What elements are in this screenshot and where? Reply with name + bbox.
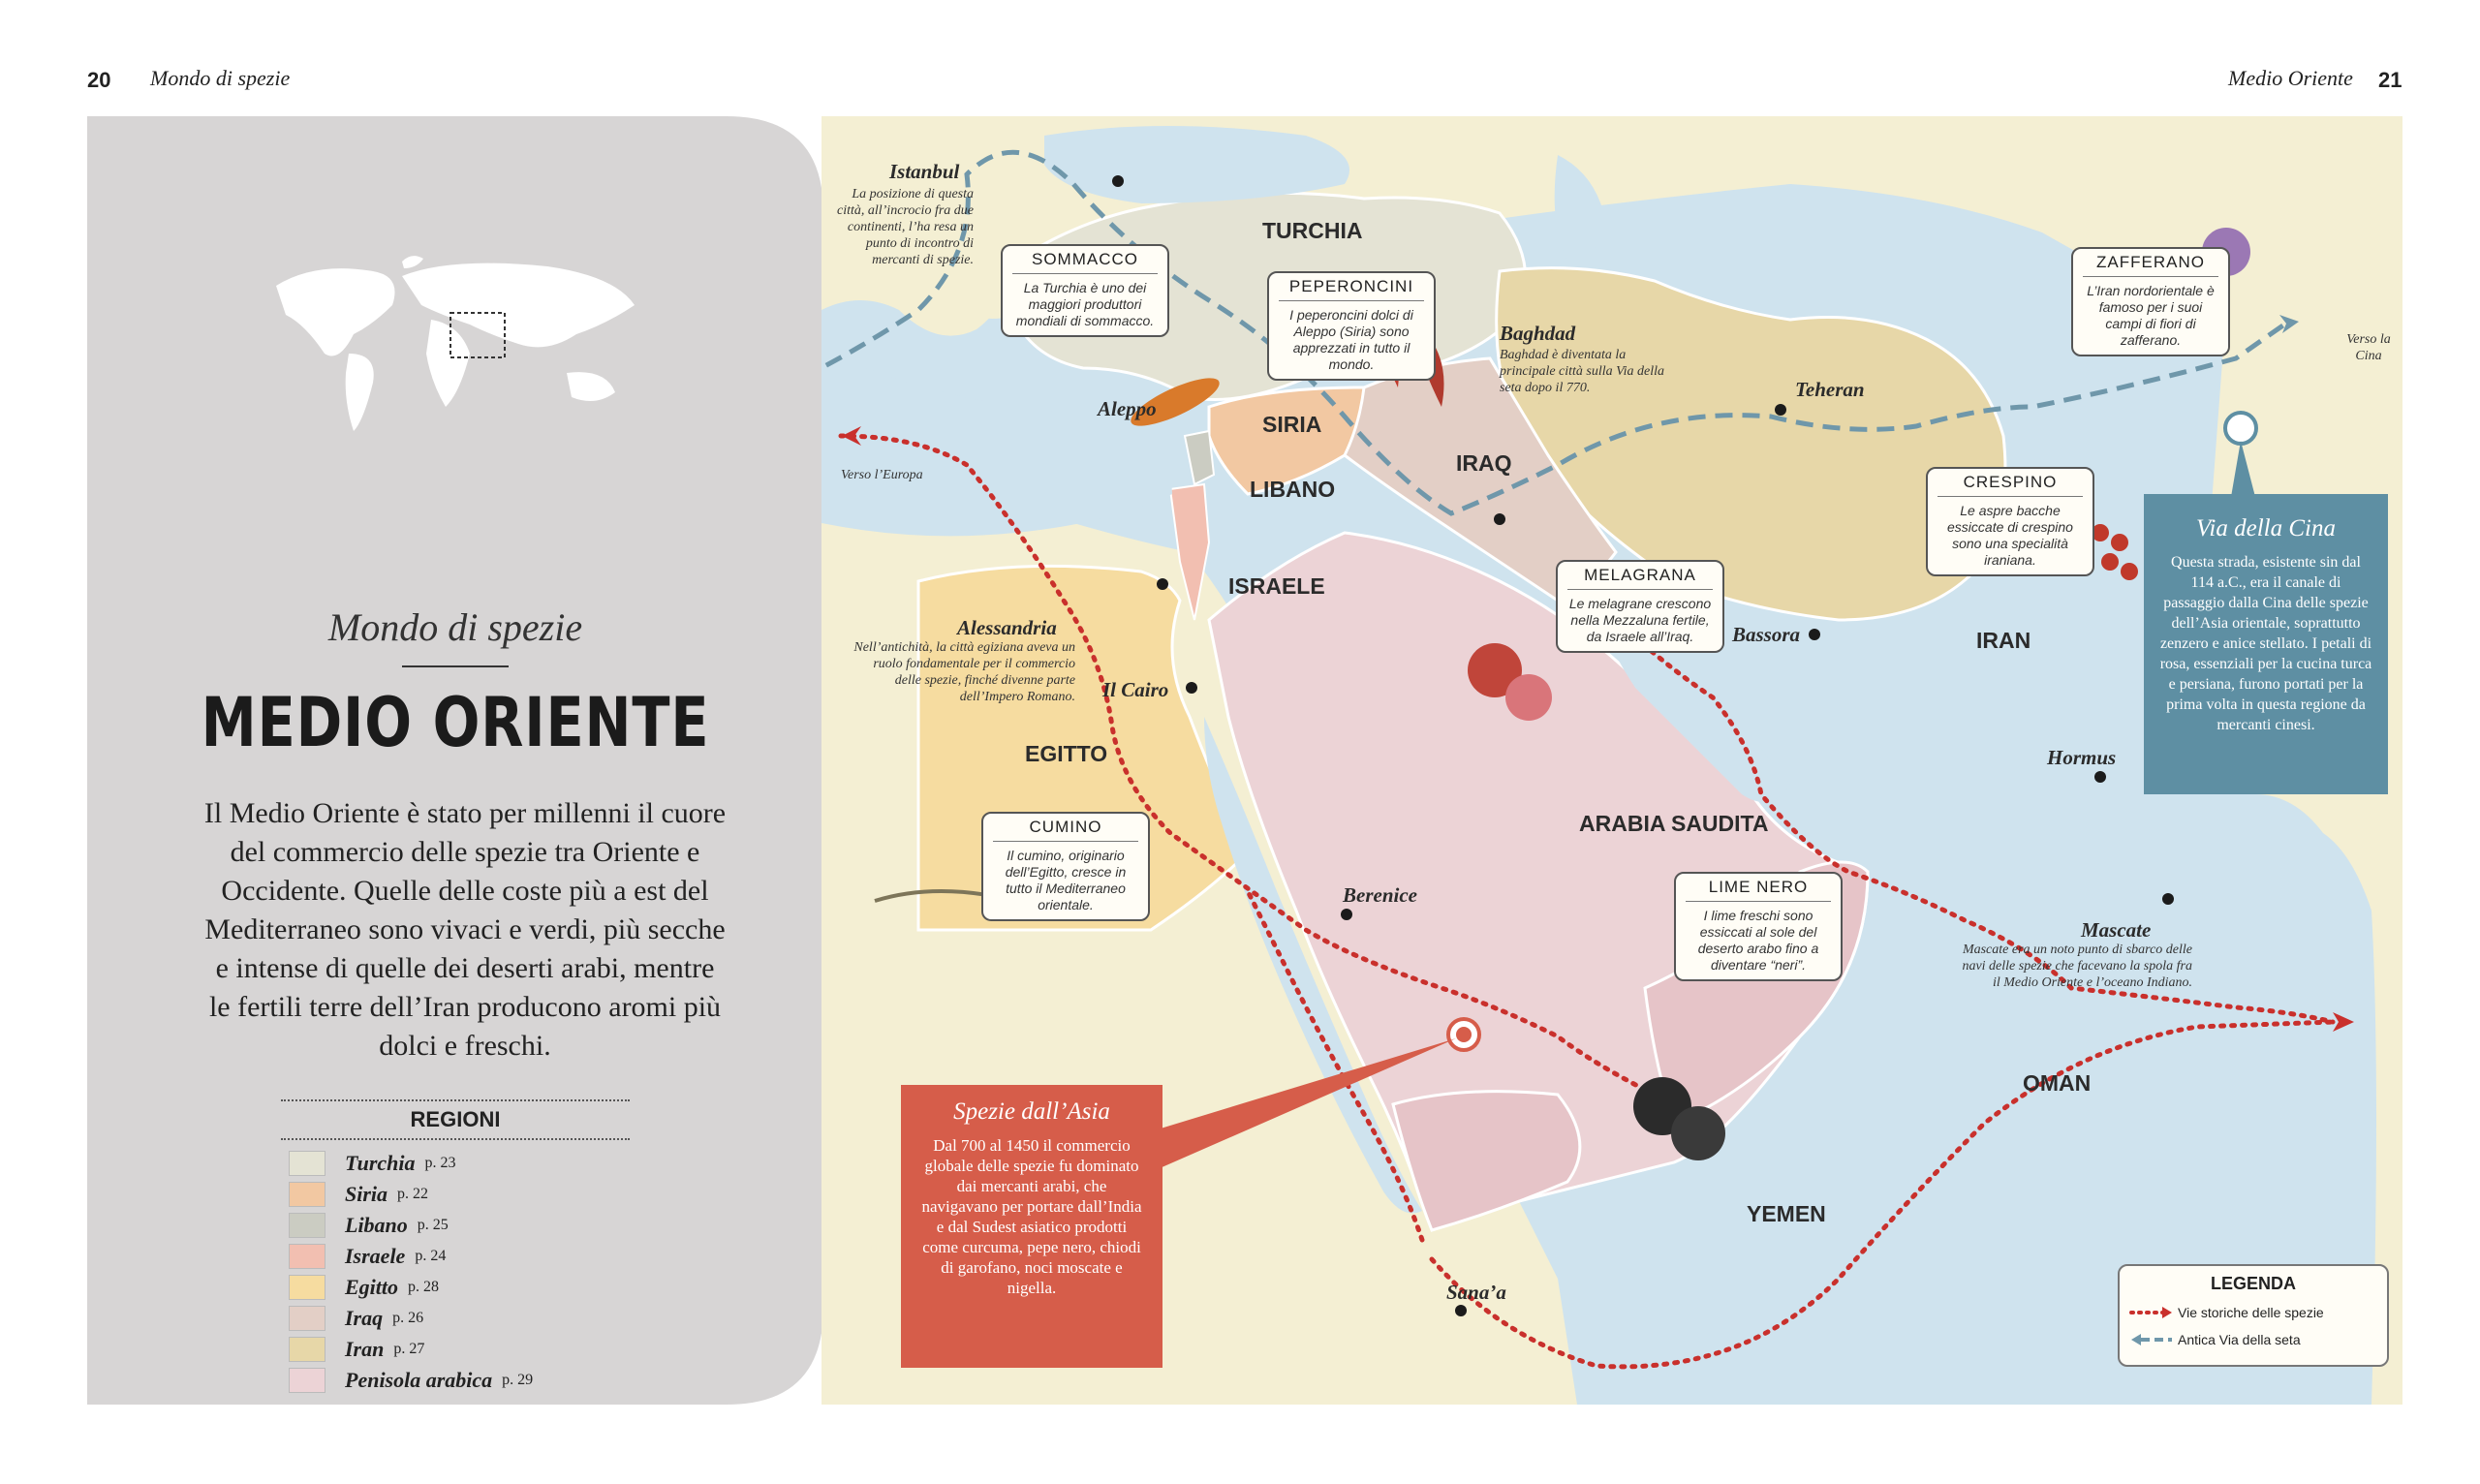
note-mascate: Mascate era un noto punto di sbarco delle navi delle spezie che facevano la spola fra il Medio Oriente e l’oceano Indiano.	[1962, 943, 2192, 990]
callout-zafferano-title: ZAFFERANO	[2083, 249, 2218, 277]
callout-crespino-title: CRESPINO	[1938, 469, 2083, 497]
region-page: p. 24	[415, 1248, 447, 1264]
via-della-cina-box	[2144, 494, 2388, 794]
city-berenice: Berenice	[1343, 883, 1417, 907]
region-name: Egitto	[345, 1275, 399, 1299]
region-page: p. 26	[392, 1310, 424, 1326]
label-turchia: TURCHIA	[1262, 218, 1363, 243]
label-iraq: IRAQ	[1456, 450, 1512, 476]
city-sanaa: Sana’a	[1446, 1281, 1506, 1304]
regions-title: REGIONI	[281, 1099, 630, 1140]
city-alessandria: Alessandria	[957, 616, 1057, 639]
note-alessandria: Nell’antichità, la città egiziana aveva un ruolo fondamentale per il commercio delle spezie, finché divenne parte dell’Impero Romano.	[853, 640, 1075, 704]
region-page: p. 28	[408, 1279, 440, 1295]
region-swatch	[289, 1151, 326, 1176]
callout-lime-body: I lime freschi sono essiccati al sole del deserto arabo fino a diventare “neri”.	[1697, 908, 1819, 973]
city-cairo: Il Cairo	[1102, 678, 1169, 701]
legend-route-symbols	[2129, 1303, 2174, 1351]
region-swatch	[289, 1213, 326, 1238]
map-legend	[2118, 1264, 2389, 1367]
spezie-box-title: Spezie dall’Asia	[953, 1098, 1110, 1125]
black-sea	[1044, 126, 1349, 203]
city-bassora: Bassora	[1732, 623, 1801, 646]
world-map-icon	[257, 247, 654, 441]
legend-silk-road: Antica Via della seta	[2178, 1332, 2301, 1347]
label-egitto: EGITTO	[1025, 741, 1108, 766]
region-name: Penisola arabica	[345, 1368, 493, 1392]
region-swatch	[289, 1337, 326, 1362]
callout-lime-nero	[1674, 872, 1843, 981]
city-istanbul: Istanbul	[889, 160, 960, 183]
callout-melagrana-body: Le melagrane crescono nella Mezzaluna fertile, da Israele all’Iraq.	[1568, 596, 1712, 644]
region-row	[281, 1179, 630, 1210]
region-row	[281, 1303, 630, 1334]
region-row	[281, 1148, 630, 1179]
left-panel	[87, 116, 823, 1405]
note-europa: Verso l’Europa	[841, 468, 923, 482]
callout-cumino-body: Il cumino, originario dell’Egitto, cresce in tutto il Mediterraneo orientale.	[1005, 848, 1127, 912]
callout-cumino-title: CUMINO	[993, 814, 1138, 842]
callout-crespino	[1926, 467, 2094, 576]
region-name: Libano	[345, 1213, 408, 1237]
left-running-title: Mondo di spezie	[150, 66, 291, 90]
region-swatch	[289, 1244, 326, 1269]
page-title: MEDIO ORIENTE	[201, 683, 710, 762]
note-baghdad: Baghdad è diventata la principale città sulla Via della seta dopo il 770.	[1500, 348, 1665, 395]
regions-legend	[281, 1099, 630, 1396]
label-libano: LIBANO	[1250, 477, 1336, 502]
legend-title: LEGENDA	[2210, 1274, 2296, 1293]
region-name: Iran	[345, 1337, 385, 1361]
callout-sommacco-body: La Turchia è uno dei maggiori produttori mondiali di sommacco.	[1015, 280, 1155, 328]
label-siria: SIRIA	[1262, 412, 1322, 437]
region-swatch	[289, 1182, 326, 1207]
via-box-body: Questa strada, esistente sin dal 114 a.C., era il canale di passaggio dalla Cina delle spezie dell’Asia orientale, soprattutto zenzero e anice stellato. I petali di rosa, essenziali per la cucina turca e persiana, furono portati per la prima volta in questa regione da mercanti cinesi.	[2159, 554, 2372, 733]
spezie-dall-asia-box	[901, 1085, 1162, 1368]
callout-zafferano	[2071, 247, 2230, 356]
label-yemen: YEMEN	[1747, 1201, 1826, 1226]
region-row	[281, 1272, 630, 1303]
title-divider	[402, 665, 509, 667]
callout-melagrana	[1556, 560, 1724, 653]
callout-peperoncini-body: I peperoncini dolci di Aleppo (Siria) sono apprezzati in tutto il mondo.	[1289, 307, 1413, 372]
region-name: Israele	[345, 1244, 406, 1268]
via-box-title: Via della Cina	[2196, 515, 2336, 541]
arrow-ocean	[2333, 1012, 2354, 1032]
region-swatch	[289, 1275, 326, 1300]
barberry-illustration	[2092, 524, 2138, 580]
callout-sommacco	[1001, 244, 1169, 337]
note-cina: Verso la Cina	[2346, 332, 2391, 363]
callout-melagrana-title: MELAGRANA	[1567, 562, 1713, 590]
lebanon-shape	[1185, 431, 1214, 484]
note-istanbul: La posizione di questa città, all’incrocio fra due continenti, l’ha resa un punto di incontro di mercanti di spezie.	[836, 187, 974, 267]
callout-cumino	[981, 812, 1150, 921]
city-teheran: Teheran	[1795, 378, 1865, 401]
label-arabia: ARABIA SAUDITA	[1579, 811, 1769, 836]
region-page: p. 25	[417, 1217, 449, 1233]
right-running-title: Medio Oriente	[2228, 66, 2353, 90]
callout-peperoncini-title: PEPERONCINI	[1279, 273, 1424, 301]
callout-sommacco-title: SOMMACCO	[1012, 246, 1158, 274]
city-aleppo: Aleppo	[1098, 397, 1157, 420]
callout-zafferano-body: L’Iran nordorientale è famoso per i suoi campi di fiori di zafferano.	[2087, 283, 2215, 348]
label-israele: ISRAELE	[1228, 573, 1325, 599]
region-row	[281, 1210, 630, 1241]
mediterranean	[822, 349, 1172, 536]
region-page: p. 29	[502, 1372, 534, 1388]
callout-peperoncini	[1267, 271, 1436, 381]
middle-east-map	[822, 116, 2402, 1405]
city-mascate: Mascate	[2081, 918, 2152, 942]
label-oman: OMAN	[2023, 1070, 2092, 1096]
panel-subtitle: Mondo di spezie	[327, 605, 583, 649]
region-row	[281, 1241, 630, 1272]
callout-lime-title: LIME NERO	[1686, 874, 1831, 902]
callout-crespino-body: Le aspre bacche essiccate di crespino sono una specialità iraniana.	[1947, 503, 2073, 568]
region-page: p. 22	[397, 1186, 429, 1202]
region-name: Siria	[345, 1182, 388, 1206]
region-row	[281, 1365, 630, 1396]
left-page-number: 20	[87, 68, 111, 92]
label-iran: IRAN	[1976, 628, 2031, 653]
intro-text: Il Medio Oriente è stato per millenni il cuore del commercio delle spezie tra Oriente e Occidente. Quelle delle coste più a est del Mediterraneo sono vivaci e verdi, più secche e intense di quelle dei deserti arabi, mentre le fertili terre dell’Iran producono aromi più dolci e freschi.	[203, 797, 727, 1062]
spezie-box-body: Dal 700 al 1450 il commercio globale delle spezie fu dominato dai mercanti arabi, che navigavano per portare dall’India e dal Sudest asiatico prodotti come curcuma, pepe nero, chiodi di garofano, noci moscate e nigella.	[921, 1136, 1142, 1297]
region-swatch	[289, 1368, 326, 1393]
region-swatch	[289, 1306, 326, 1331]
region-page: p. 27	[393, 1341, 425, 1357]
legend-spice-routes: Vie storiche delle spezie	[2178, 1305, 2324, 1320]
region-name: Iraq	[345, 1306, 384, 1330]
region-name: Turchia	[345, 1151, 416, 1175]
city-hormus: Hormus	[2047, 746, 2117, 769]
region-row	[281, 1334, 630, 1365]
region-page: p. 23	[424, 1155, 456, 1171]
city-baghdad: Baghdad	[1500, 322, 1576, 345]
right-page-number: 21	[2378, 68, 2402, 92]
